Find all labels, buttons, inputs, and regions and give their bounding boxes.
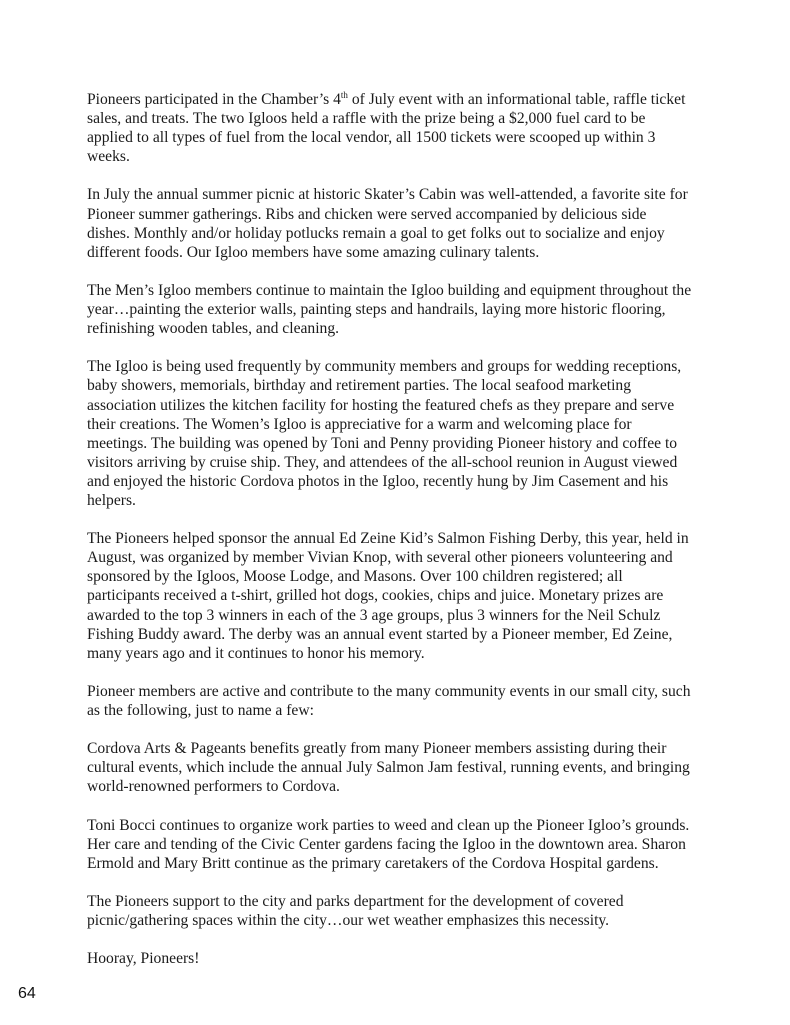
document-body — [87, 90, 727, 987]
text-line: Cordova Arts & Pageants benefits greatly from many Pioneer members assisting during their — [87, 740, 667, 758]
text-line: weeks. — [87, 148, 130, 166]
paragraph — [87, 816, 727, 873]
page-number: 64 — [18, 985, 36, 1002]
text: Pioneers participated in the Chamber’s 4 — [87, 91, 341, 108]
text-line: Pioneer summer gatherings. Ribs and chicken were served accompanied by delicious side — [87, 205, 647, 223]
paragraph — [87, 185, 727, 261]
text-line: Pioneer members are active and contribute to the many community events in our small city, such — [87, 682, 691, 700]
text-line: Ermold and Mary Britt continue as the primary caretakers of the Cordova Hospital gardens. — [87, 854, 659, 872]
text-line: The Pioneers helped sponsor the annual Ed Zeine Kid’s Salmon Fishing Derby, this year, held in — [87, 530, 689, 548]
paragraph — [87, 281, 727, 338]
text-line: meetings. The building was opened by Toni and Penny providing Pioneer history and coffee to — [87, 434, 678, 452]
paragraph — [87, 529, 727, 663]
text-line: helpers. — [87, 491, 136, 509]
text-line: and enjoyed the historic Cordova photos in the Igloo, recently hung by Jim Casement and his — [87, 472, 669, 490]
paragraph — [87, 949, 727, 968]
text-line: The Men’s Igloo members continue to maintain the Igloo building and equipment throughout the — [87, 281, 692, 299]
text-line: sponsored by the Igloos, Moose Lodge, and Masons. Over 100 children registered; all — [87, 568, 623, 586]
text-line: visitors arriving by cruise ship. They, and attendees of the all-school reunion in August viewed — [87, 453, 678, 471]
text-line: Fishing Buddy award. The derby was an annual event started by a Pioneer member, Ed Zeine, — [87, 625, 673, 643]
text-line: sales, and treats. The two Igloos held a raffle with the prize being a $2,000 fuel card to be — [87, 110, 646, 128]
text-line: In July the annual summer picnic at historic Skater’s Cabin was well-attended, a favorite site for — [87, 186, 688, 204]
text-line: year…painting the exterior walls, painting steps and handrails, laying more historic flooring, — [87, 301, 666, 319]
text-line: baby showers, memorials, birthday and retirement parties. The local seafood marketing — [87, 377, 632, 395]
text-line: Her care and tending of the Civic Center gardens facing the Igloo in the downtown area. Sharon — [87, 835, 686, 853]
text-line: different foods. Our Igloo members have some amazing culinary talents. — [87, 243, 540, 261]
text-line: association utilizes the kitchen facility for hosting the featured chefs as they prepare and serve — [87, 396, 675, 414]
text-line: as the following, just to name a few: — [87, 702, 314, 719]
text: of July event with an informational table, raffle ticket — [347, 91, 686, 108]
text-line: dishes. Monthly and/or holiday potlucks remain a goal to get folks out to socialize and enjoy — [87, 224, 665, 242]
text-line: refinishing wooden tables, and cleaning. — [87, 320, 340, 338]
text-line: The Pioneers support to the city and parks department for the development of covered — [87, 892, 624, 910]
text-line — [87, 90, 727, 109]
text-line: their creations. The Women’s Igloo is appreciative for a warm and welcoming place for — [87, 415, 632, 433]
text-line: cultural events, which include the annual July Salmon Jam festival, running events, and bringing — [87, 759, 690, 777]
text-line: awarded to the top 3 winners in each of the 3 age groups, plus 3 winners for the Neil Schulz — [87, 606, 661, 624]
superscript: th — [340, 90, 348, 100]
text-line: August, was organized by member Vivian Knop, with several other pioneers volunteering and — [87, 549, 673, 567]
text-line: many years ago and it continues to honor his memory. — [87, 644, 425, 662]
paragraph — [87, 739, 727, 796]
text-line: Toni Bocci continues to organize work parties to weed and clean up the Pioneer Igloo’s grounds. — [87, 816, 690, 834]
text-line: Hooray, Pioneers! — [87, 950, 200, 968]
paragraph — [87, 357, 727, 510]
paragraph — [87, 892, 727, 930]
text-line: The Igloo is being used frequently by community members and groups for wedding receptions, — [87, 358, 682, 376]
text-line: participants received a t-shirt, grilled hot dogs, cookies, chips and juice. Monetary prizes are — [87, 587, 664, 605]
text-line: picnic/gathering spaces within the city…our wet weather emphasizes this necessity. — [87, 912, 610, 930]
text-line: applied to all types of fuel from the local vendor, all 1500 tickets were scooped up within 3 — [87, 129, 656, 147]
text-line: world-renowned performers to Cordova. — [87, 778, 340, 796]
paragraph — [87, 682, 727, 720]
paragraph — [87, 90, 727, 166]
